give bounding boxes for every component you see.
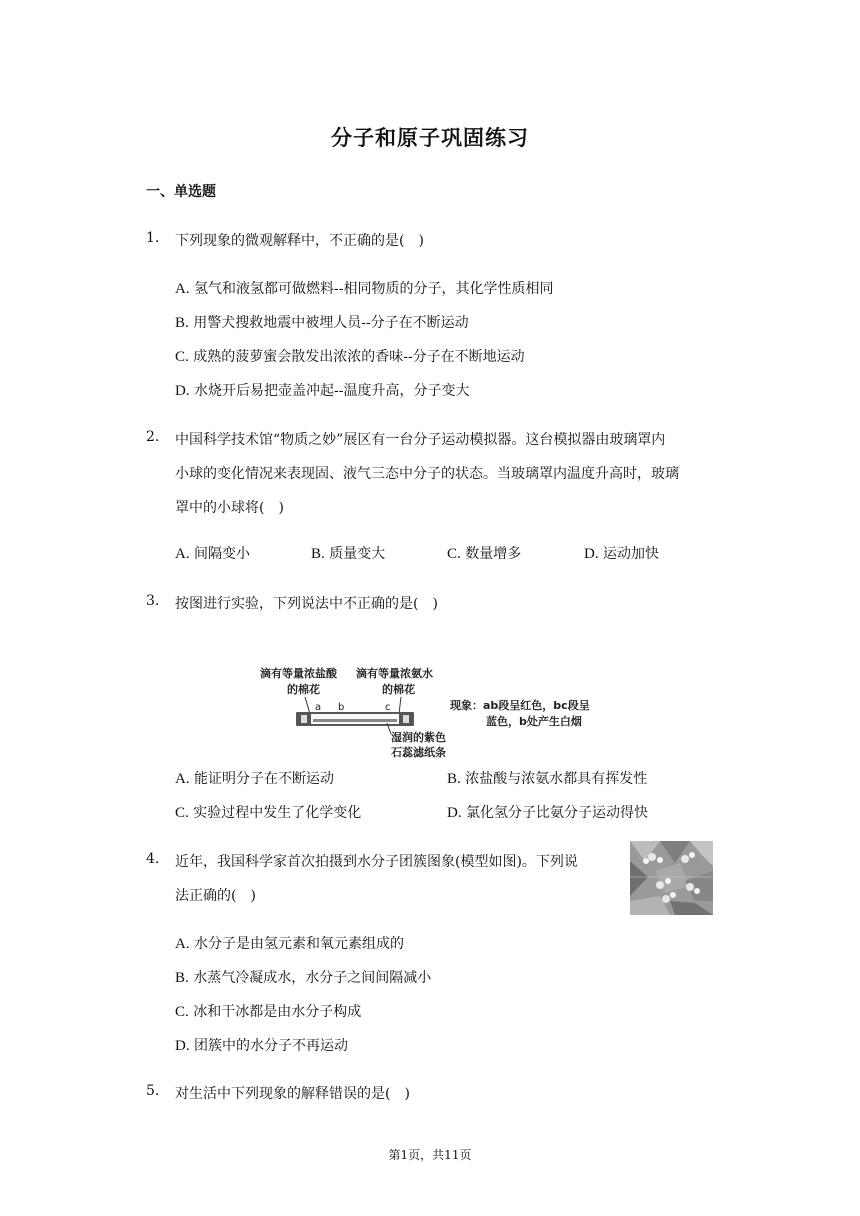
question-1-number: 1. <box>146 230 160 246</box>
figure-phenomenon-1: 现象：ab段呈红色，bc段呈 <box>450 699 590 712</box>
question-4-option-a <box>175 933 404 953</box>
option-letter: D. <box>447 805 462 821</box>
question-2-option-a <box>175 543 250 563</box>
pointer-line-right <box>399 697 401 714</box>
option-text: 水分子是由氢元素和氧元素组成的 <box>194 936 405 952</box>
question-1-option-b <box>175 312 469 332</box>
pointer-line-left <box>305 697 310 714</box>
experiment-figure <box>255 662 615 758</box>
option-text: 氢气和液氢都可做燃料--相同物质的分子，其化学性质相同 <box>194 281 554 297</box>
option-letter: D. <box>175 1038 190 1054</box>
page-footer: 第1页，共11页 <box>388 1148 472 1162</box>
question-4-number: 4. <box>146 851 160 867</box>
option-text: 数量增多 <box>465 546 522 562</box>
option-text: 团簇中的水分子不再运动 <box>194 1038 349 1054</box>
question-4-option-c <box>175 1001 361 1021</box>
option-text: 氯化氢分子比氨分子运动得快 <box>466 805 649 821</box>
question-2-stem-line-3: 罩中的小球将( ) <box>175 500 284 516</box>
question-1-option-d <box>175 380 470 400</box>
option-letter: A. <box>175 546 190 562</box>
cotton-left <box>301 715 307 723</box>
figure-label-left-2: 的棉花 <box>287 683 320 696</box>
question-5-number: 5. <box>146 1083 160 1099</box>
option-letter: A. <box>175 936 190 952</box>
question-3-option-b <box>447 768 647 788</box>
question-1-option-c <box>175 346 525 366</box>
question-3-option-d <box>447 802 648 822</box>
option-text: 能证明分子在不断运动 <box>194 771 335 787</box>
cotton-right <box>403 715 409 723</box>
option-letter: C. <box>175 1004 189 1020</box>
question-4-option-b <box>175 967 431 987</box>
option-text: 实验过程中发生了化学变化 <box>193 805 362 821</box>
figure-label-right-1: 滴有等量浓氨水 <box>356 667 433 680</box>
question-3-number: 3. <box>146 593 160 609</box>
figure-paper-label-1: 湿润的紫色 <box>391 731 446 744</box>
question-3-stem: 按图进行实验，下列说法中不正确的是( ) <box>175 596 438 612</box>
option-text: 水烧开后易把壶盖冲起--温度升高，分子变大 <box>194 383 470 399</box>
page-title: 分子和原子巩固练习 <box>331 125 529 150</box>
option-letter: B. <box>447 771 461 787</box>
option-letter: C. <box>447 546 461 562</box>
option-letter: B. <box>311 546 325 562</box>
option-letter: A. <box>175 771 190 787</box>
option-letter: A. <box>175 281 190 297</box>
option-letter: C. <box>175 805 189 821</box>
question-2-option-c <box>447 543 521 563</box>
option-text: 间隔变小 <box>194 546 251 562</box>
question-4-stem-line-2: 法正确的( ) <box>175 888 256 904</box>
option-letter: D. <box>175 383 190 399</box>
option-text: 成熟的菠萝蜜会散发出浓浓的香味--分子在不断地运动 <box>193 349 525 365</box>
figure-label-right-2: 的棉花 <box>382 683 415 696</box>
question-1-stem: 下列现象的微观解释中，不正确的是( ) <box>175 233 424 249</box>
question-1-option-a <box>175 278 554 298</box>
option-text: 质量变大 <box>329 546 386 562</box>
option-text: 用警犬搜救地震中被埋人员--分子在不断运动 <box>193 315 469 331</box>
option-text: 浓盐酸与浓氨水都具有挥发性 <box>465 771 648 787</box>
figure-mark-c: c <box>385 702 391 713</box>
figure-phenomenon-2: 蓝色，b处产生白烟 <box>486 715 582 728</box>
option-letter: D. <box>584 546 599 562</box>
question-4-option-d <box>175 1035 348 1055</box>
question-4-stem-line-1: 近年，我国科学家首次拍摄到水分子团簇图象(模型如图)。下列说 <box>175 854 578 870</box>
question-3-option-a <box>175 768 334 788</box>
figure-mark-a: a <box>315 702 322 713</box>
figure-mark-b: b <box>338 702 345 713</box>
question-5-stem: 对生活中下列现象的解释错误的是( ) <box>175 1086 410 1102</box>
question-2-stem-line-1: 中国科学技术馆“物质之妙”展区有一台分子运动模拟器。这台模拟器由玻璃罩内 <box>175 432 666 448</box>
figure-label-left-1: 滴有等量浓盐酸 <box>260 667 337 680</box>
litmus-strip <box>313 719 397 722</box>
figure-paper-label-2: 石蕊滤纸条 <box>391 746 446 758</box>
option-text: 冰和干冰都是由水分子构成 <box>193 1004 362 1020</box>
option-letter: B. <box>175 970 189 986</box>
option-letter: B. <box>175 315 189 331</box>
question-2-option-b <box>311 543 385 563</box>
option-text: 水蒸气冷凝成水，水分子之间间隔减小 <box>193 970 432 986</box>
option-text: 运动加快 <box>603 546 660 562</box>
water-cluster-image <box>630 841 713 915</box>
option-letter: C. <box>175 349 189 365</box>
question-2-option-d <box>584 543 659 563</box>
question-2-number: 2. <box>146 429 160 445</box>
section-heading: 一、单选题 <box>146 184 216 200</box>
question-2-stem-line-2: 小球的变化情况来表现固、液气三态中分子的状态。当玻璃罩内温度升高时，玻璃 <box>175 466 679 482</box>
question-3-option-c <box>175 802 361 822</box>
